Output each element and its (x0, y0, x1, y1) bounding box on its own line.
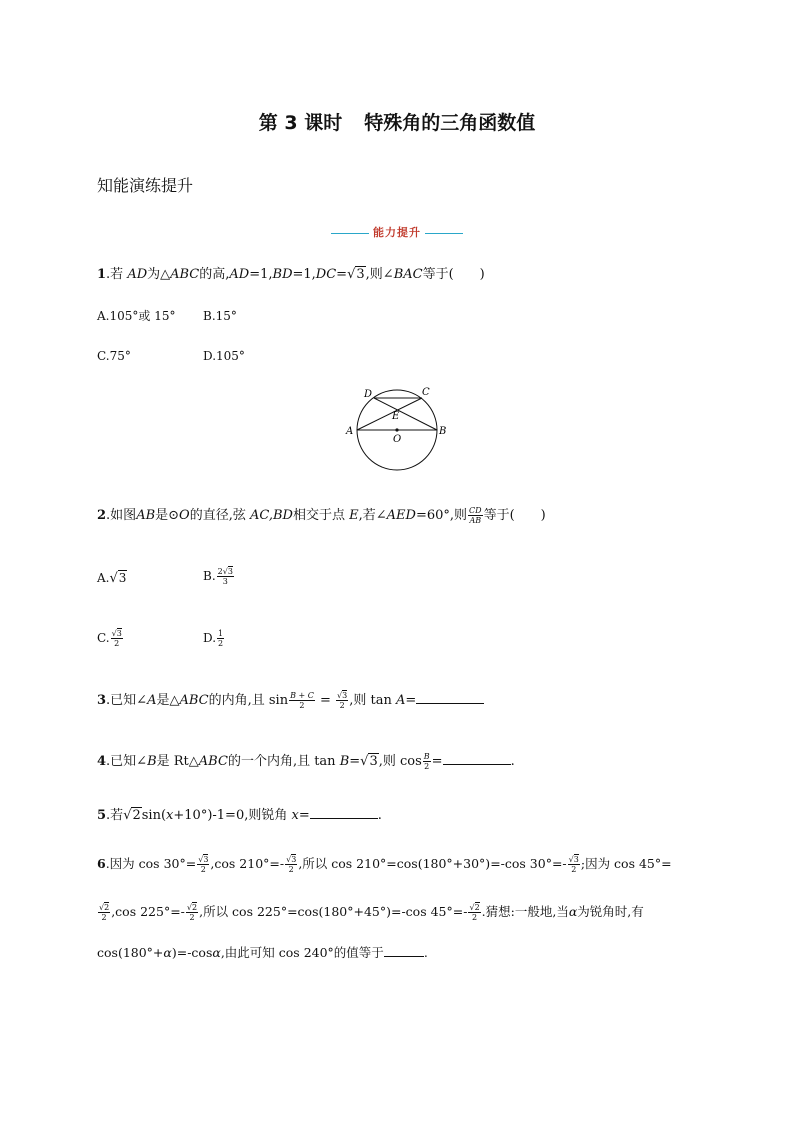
question-6-line-1: 6.因为 cos 30°= $\frac{√3}{2}$ ,cos 210°=- $\frac{√3}{2}$ ,所以 cos 210°=cos(180°+30°)=-cos 30°=- $\frac{√3}{2}$ ;因为 cos 45°= (97, 855, 672, 874)
q1-option-b: B.15° (203, 309, 237, 323)
answer-blank[interactable] (310, 818, 378, 819)
chord-ac (357, 398, 422, 430)
question-number: 1 (97, 267, 107, 282)
divider-line-right (425, 233, 463, 234)
center-o (395, 428, 398, 431)
q2-option-b: B. $\frac{2√3}{3}$ (203, 567, 233, 586)
question-6-line-2: $\frac{√2}{2}$ ,cos 225°=- $\frac{√2}{2}$ ,所以 cos 225°=cos(180°+45°)=-cos 45°=- $\frac{√2}{2}$ .猜想:一般地,当α为锐角时,有 (99, 903, 644, 922)
q1-option-d: D.105° (203, 349, 245, 363)
question-number: 4 (97, 754, 107, 769)
q1-option-c: C.75° (97, 349, 131, 363)
ability-label: 能力提升 (373, 226, 421, 239)
page-title (0, 108, 794, 135)
ability-divider (0, 224, 794, 240)
question-number: 2 (97, 508, 107, 523)
label-b: B (439, 426, 447, 437)
divider-line-left (331, 233, 369, 234)
circle-figure (340, 380, 455, 480)
question-1: 1.若 AD为△ABC的高,AD=1,BD=1,DC=√3,则∠BAC等于( ) (97, 267, 485, 282)
question-2: 2.如图AB是⊙O的直径,弦 AC,BD相交于点 E,若∠AED=60°,则 $\frac{CD}{AB}$ 等于( ) (97, 506, 546, 525)
title-topic: 特殊角的三角函数值 (364, 112, 536, 134)
label-o: O (393, 434, 402, 445)
question-number: 5 (97, 808, 107, 823)
fraction-cd-ab: $\frac{CD}{AB}$ (469, 506, 482, 525)
answer-blank[interactable] (384, 956, 424, 957)
answer-blank[interactable] (416, 703, 484, 704)
label-d: D (364, 389, 373, 400)
sqrt: √3 (347, 267, 365, 282)
question-6-line-3: cos(180°+α)=-cosα,由此可知 cos 240°的值等于 . (97, 945, 428, 960)
section-heading: 知能演练提升 (97, 176, 194, 195)
q2-option-a: A.√3 (97, 571, 127, 586)
question-number: 6 (97, 856, 106, 871)
question-5: 5.若√2sin(x+10°)-1=0,则锐角 x= . (97, 808, 382, 823)
q2-option-c: C. $\frac{√3}{2}$ (97, 629, 122, 648)
question-4: 4.已知∠B是 Rt△ABC的一个内角,且 tan B=√3,则 cos $\frac{B}{2}$ = . (97, 752, 515, 771)
q1-option-a: A.105°或 15° (97, 309, 176, 323)
chord-bd (374, 398, 437, 430)
title-lesson: 第 3 课时 (258, 112, 343, 134)
label-c: C (422, 387, 430, 398)
label-e: E (392, 411, 400, 422)
answer-blank[interactable] (443, 764, 511, 765)
label-a: A (346, 426, 354, 437)
q2-option-d: D. $\frac{1}{2}$ (203, 629, 224, 648)
question-3: 3.已知∠A是△ABC的内角,且 sin $\frac{B + C}{2}$ = $\frac{√3}{2}$ ,则 tan A= (97, 691, 484, 711)
question-number: 3 (97, 693, 107, 708)
